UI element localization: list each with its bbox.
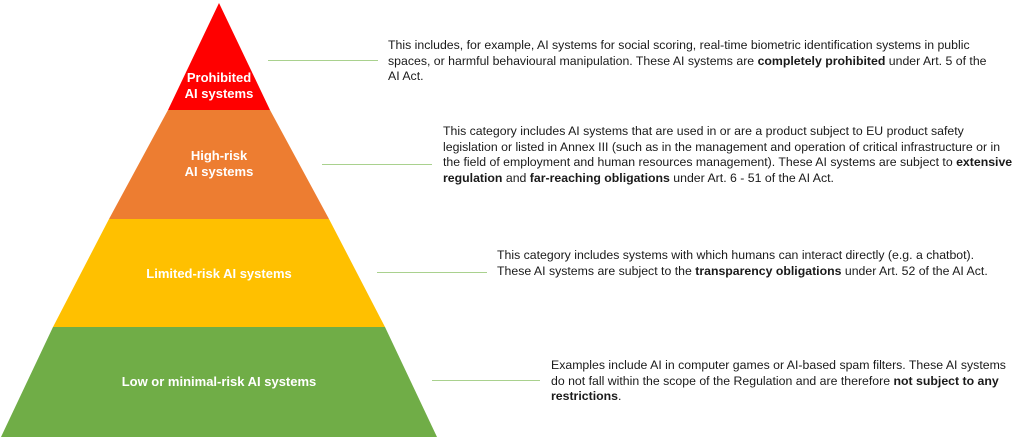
description-emphasis: transparency obligations — [695, 263, 842, 278]
tier-limited-risk-description — [497, 248, 1009, 279]
description-text: This category includes systems with which humans can interact directly (e.g. a chatbot). These AI systems are subject to the — [497, 248, 975, 278]
description-emphasis: completely prohibited — [757, 53, 886, 68]
tier-prohibited-description — [388, 38, 998, 85]
tier-minimal-risk-description — [551, 358, 1011, 405]
description-emphasis: extensive regulation — [443, 155, 1013, 185]
tier-minimal-risk-label: Low or minimal-risk AI systems — [121, 374, 317, 389]
tier-limited-risk-label: Limited-risk AI systems — [146, 266, 292, 281]
connector-high-risk — [322, 164, 432, 165]
connector-minimal-risk — [432, 380, 540, 381]
tier-high-risk-label: High-risk AI systems — [184, 148, 254, 179]
description-text: under Art. 6 - 51 of the AI Act. — [669, 170, 834, 185]
description-text: under Art. 5 of the AI Act. — [388, 53, 987, 83]
description-text: This category includes AI systems that are used in or are a product subject to EU product safety legislation or listed in Annex III (such as in the management and operation of critical infrastructure or in the field of employment and human resources management). These AI systems are subject to — [443, 124, 1001, 169]
description-text: . — [617, 389, 622, 403]
tier-high-risk-description — [443, 124, 1015, 186]
connector-prohibited — [268, 60, 378, 61]
connector-limited-risk — [377, 272, 487, 273]
description-text: Examples include AI in computer games or AI-based spam filters. These AI systems do not fall within the scope of the Regulation and are therefore — [551, 358, 1006, 388]
description-emphasis: far-reaching obligations — [529, 170, 670, 185]
description-emphasis: not subject to any restrictions — [551, 373, 999, 403]
description-text: and — [502, 170, 530, 185]
description-text: This includes, for example, AI systems for social scoring, real-time biometric identification systems in public spaces, or harmful behavioural manipulation. These AI systems are — [388, 38, 970, 68]
tier-prohibited-label: Prohibited AI systems — [184, 70, 254, 101]
description-text: under Art. 52 of the AI Act. — [841, 263, 988, 278]
